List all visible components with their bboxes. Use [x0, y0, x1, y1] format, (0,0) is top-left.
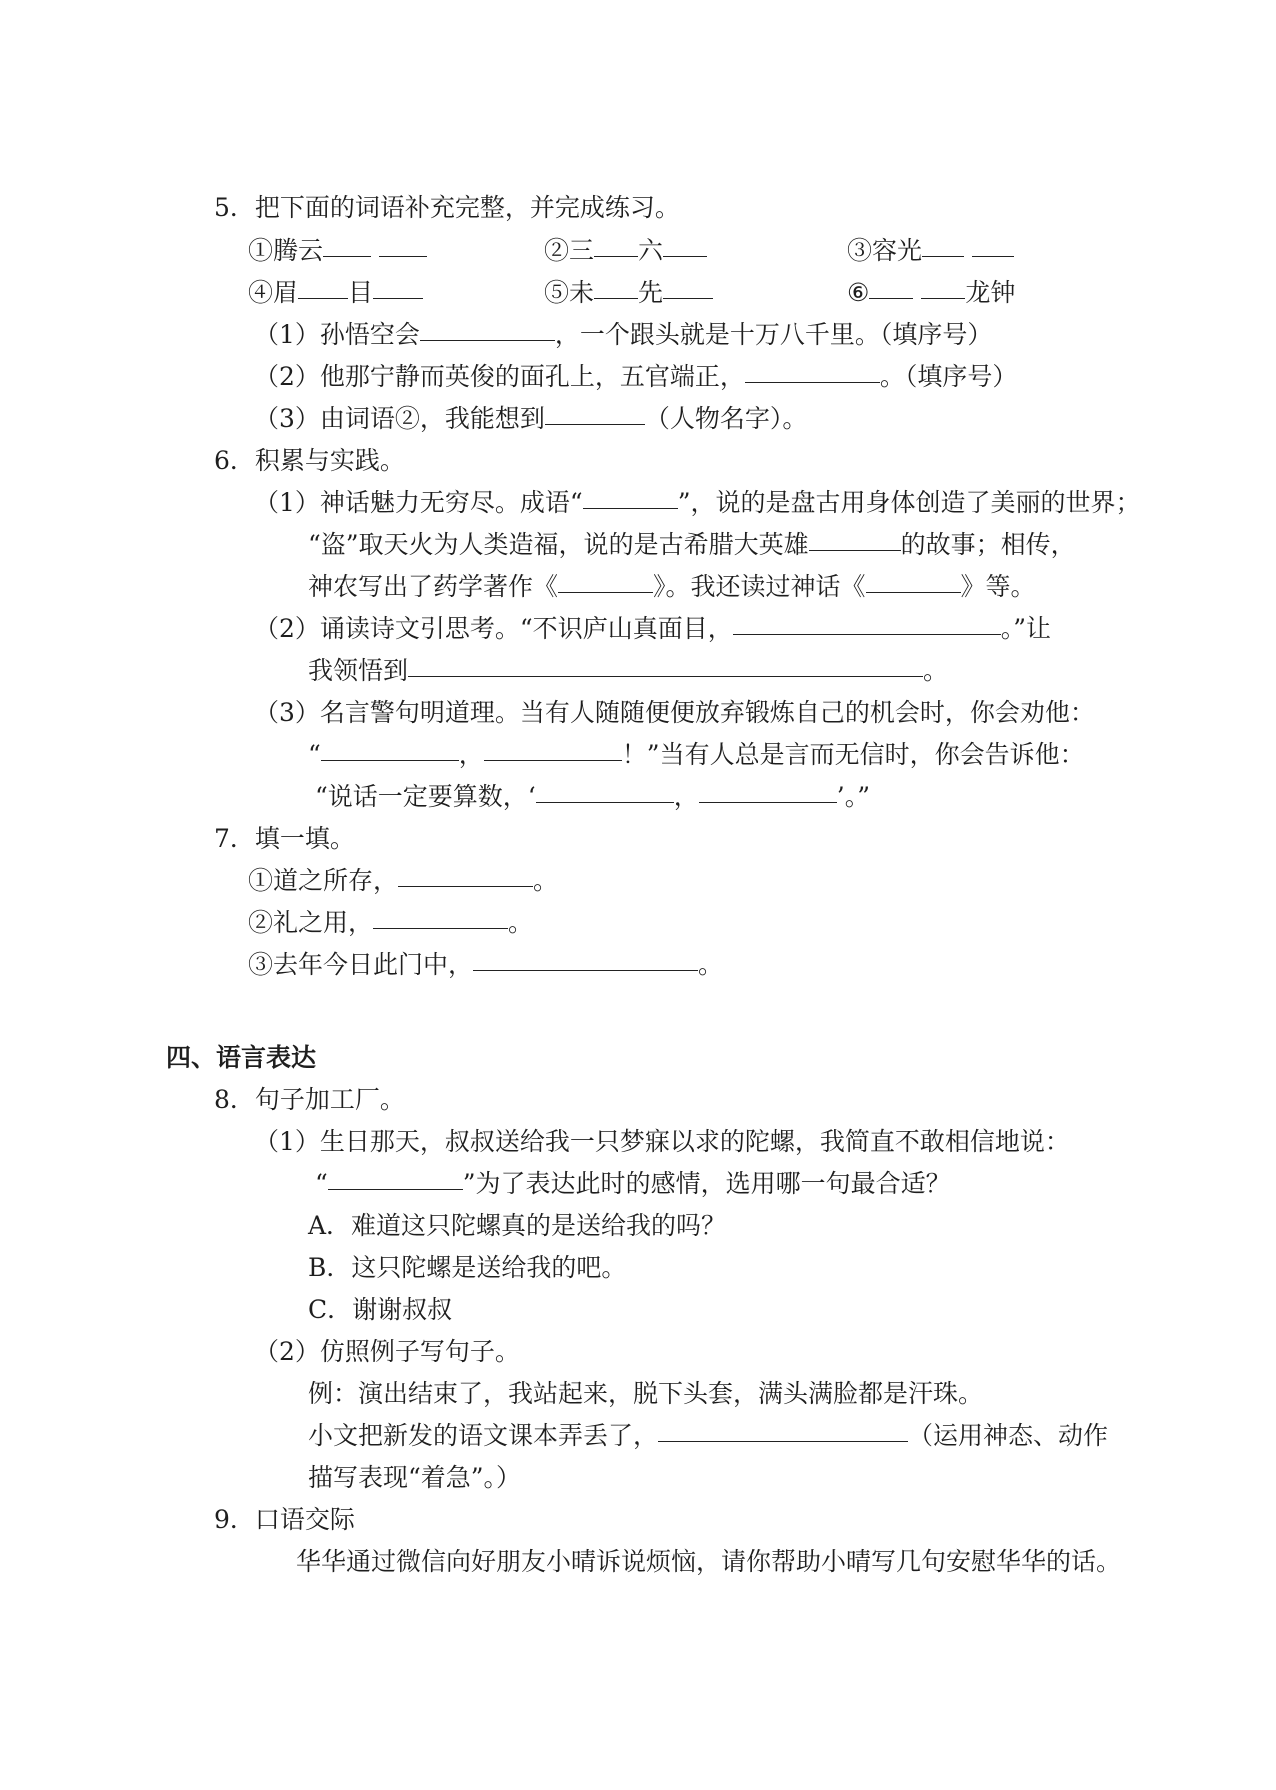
q5-word-3: ③容光: [847, 233, 1014, 269]
q5-sub-1: （1）孙悟空会 ，一个跟头就是十万八千里。（填序号）: [254, 320, 993, 349]
q8-part-2-line-1: 小文把新发的语文课本弄丢了， （运用神态、动作: [308, 1421, 1109, 1450]
q6-part-2-line-1: （2）诵读诗文引思考。“不识庐山真面目， 。”让: [254, 614, 1051, 643]
q7-item-3: ③去年今日此门中， 。: [248, 950, 724, 979]
q6-part-1-line-1: （1）神话魅力无穷尽。成语“ ”，说的是盘古用身体创造了美丽的世界；: [254, 488, 1141, 517]
q5-word-2: ②三 六: [544, 233, 707, 269]
blank[interactable]: [922, 252, 964, 257]
blank[interactable]: [869, 294, 913, 299]
q6-part-3-line-3: “说话一定要算数，‘ ， ’。”: [315, 782, 870, 811]
blank[interactable]: [373, 924, 508, 929]
blank[interactable]: [658, 1437, 908, 1442]
q5-word-5: ⑤未 先: [544, 275, 713, 311]
blank[interactable]: [583, 504, 678, 509]
q7-title: 7．填一填。: [214, 824, 355, 853]
blank[interactable]: [699, 798, 837, 803]
q5-word-1: ①腾云: [248, 233, 427, 269]
q9-title: 9．口语交际: [214, 1505, 355, 1534]
q8-part-1-line-1: （1）生日那天，叔叔送给我一只梦寐以求的陀螺，我简直不敢相信地说：: [254, 1127, 1070, 1156]
blank[interactable]: [663, 252, 707, 257]
q8-option-b[interactable]: B．这只陀螺是送给我的吧。: [308, 1253, 627, 1282]
blank[interactable]: [866, 588, 961, 593]
q5-sub-2: （2）他那宁静而英俊的面孔上，五官端正， 。（填序号）: [254, 362, 1018, 391]
blank[interactable]: [809, 546, 901, 551]
blank[interactable]: [663, 294, 713, 299]
q9-text: 华华通过微信向好朋友小晴诉说烦恼，请你帮助小晴写几句安慰华华的话。: [296, 1547, 1122, 1576]
blank[interactable]: [328, 1185, 463, 1190]
blank[interactable]: [536, 798, 674, 803]
q8-example: 例：演出结束了，我站起来，脱下头套，满头满脸都是汗珠。: [308, 1379, 984, 1408]
q6-part-2-line-2: 我领悟到 。: [308, 656, 949, 685]
blank[interactable]: [323, 252, 371, 257]
blank[interactable]: [594, 252, 638, 257]
blank[interactable]: [398, 882, 533, 887]
q6-part-1-line-3: 神农写出了药学著作《 》。我还读过神话《 》等。: [308, 572, 1036, 601]
q8-option-a[interactable]: A．难道这只陀螺真的是送给我的吗？: [308, 1211, 727, 1240]
q6-part-3-line-2: “ ， ！”当有人总是言而无信时，你会告诉他：: [308, 740, 1085, 769]
blank[interactable]: [558, 588, 653, 593]
q6-part-3-line-1: （3）名言警句明道理。当有人随随便便放弃锻炼自己的机会时，你会劝他：: [254, 698, 1095, 727]
blank[interactable]: [921, 294, 965, 299]
q5-word-4: ④眉 目: [248, 275, 423, 311]
q7-item-2: ②礼之用， 。: [248, 908, 534, 937]
q5-sub-3: （3）由词语②，我能想到 （人物名字）。: [254, 404, 808, 433]
q8-part-2-line-2: 描写表现“着急”。）: [308, 1463, 522, 1492]
q8-title: 8．句子加工厂。: [214, 1085, 405, 1114]
blank[interactable]: [298, 294, 348, 299]
q8-option-c[interactable]: C．谢谢叔叔: [308, 1295, 453, 1324]
blank[interactable]: [379, 252, 427, 257]
blank[interactable]: [484, 756, 622, 761]
blank[interactable]: [545, 420, 645, 425]
blank[interactable]: [745, 378, 880, 383]
q6-part-1-line-2: “盗”取天火为人类造福，说的是古希腊大英雄 的故事；相传，: [308, 530, 1076, 559]
blank[interactable]: [321, 756, 459, 761]
blank[interactable]: [420, 336, 555, 341]
q6-title: 6．积累与实践。: [214, 446, 405, 475]
blank[interactable]: [408, 672, 923, 677]
q8-part-2-title: （2）仿照例子写句子。: [254, 1337, 520, 1366]
q5-title: 5．把下面的词语补充完整，并完成练习。: [214, 193, 680, 222]
q8-part-1-line-2: “ ”为了表达此时的感情，选用哪一句最合适？: [315, 1169, 951, 1198]
blank[interactable]: [733, 630, 1001, 635]
blank[interactable]: [473, 966, 698, 971]
section-title: 四、语言表达: [166, 1043, 317, 1072]
q7-item-1: ①道之所存， 。: [248, 866, 559, 895]
blank[interactable]: [373, 294, 423, 299]
q5-word-6: ⑥ 龙钟: [847, 278, 1016, 307]
blank[interactable]: [972, 252, 1014, 257]
blank[interactable]: [594, 294, 638, 299]
